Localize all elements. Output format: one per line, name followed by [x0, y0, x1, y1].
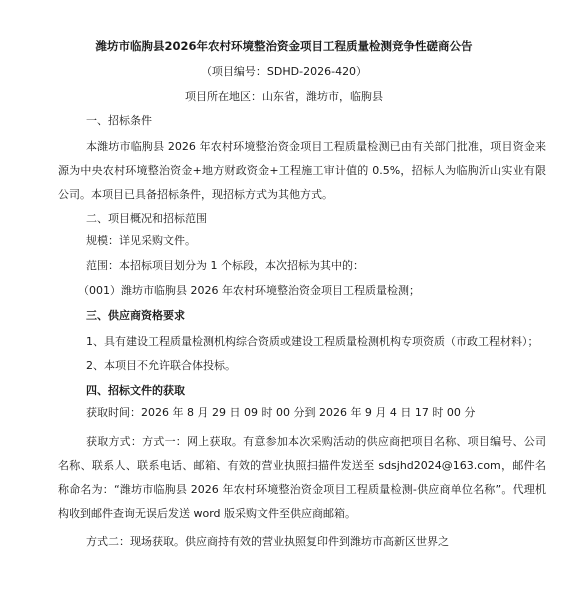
section-2-scope: 范围：本招标项目划分为 1 个标段，本次招标为其中的：	[86, 259, 364, 272]
section-3-item-1: 1、具有建设工程质量检测机构综合资质或建设工程质量检测机构专项资质（市政工程材料）；	[86, 335, 539, 348]
section-4-time: 获取时间：2026 年 8 月 29 日 09 时 00 分到 2026 年 9 月 4 日 17 时 00 分	[86, 406, 476, 419]
section-1-heading: 一、招标条件	[86, 114, 152, 127]
section-4-method-2: 方式二：现场获取。供应商持有效的营业执照复印件到潍坊市高新区世界之	[86, 535, 449, 548]
doc-title: 潍坊市临朐县2026年农村环境整治资金项目工程质量检测竞争性磋商公告	[95, 39, 473, 53]
section-4-method-1: 获取方式：方式一：网上获取。有意参加本次采购活动的供应商把项目名称、项目编号、公司名称、联系人、联系电话、邮箱、有效的营业执照扫描件发送至 sdsjhd2024@163.com，邮件名称命名为：“潍坊市临朐县 2026 年农村环境整治资金项目工程质量检测-供应商单位名称”。代理机构收到邮件查询无误后发送 word 版采购文件至供应商邮箱。	[58, 435, 546, 520]
section-3-heading: 三、供应商资格要求	[86, 309, 185, 322]
section-4-heading: 四、招标文件的获取	[86, 384, 185, 397]
project-number: （项目编号：SDHD-2026-420）	[200, 65, 368, 78]
section-2-lot: （001）潍坊市临朐县 2026 年农村环境整治资金项目工程质量检测；	[78, 284, 420, 297]
section-1-paragraph: 本潍坊市临朐县 2026 年农村环境整治资金项目工程质量检测已由有关部门批准，项目资金来源为中央农村环境整治资金+地方财政资金+工程施工审计值的 0.5%，招标人为临朐沂山实业有限公司。本项目已具备招标条件，现招标方式为其他方式。	[58, 140, 547, 201]
section-3-item-2: 2、本项目不允许联合体投标。	[86, 359, 236, 372]
section-2-heading: 二、项目概况和招标范围	[86, 212, 207, 225]
project-location: 项目所在地区：山东省，潍坊市，临朐县	[185, 90, 383, 103]
section-2-scale: 规模：详见采购文件。	[86, 234, 196, 247]
